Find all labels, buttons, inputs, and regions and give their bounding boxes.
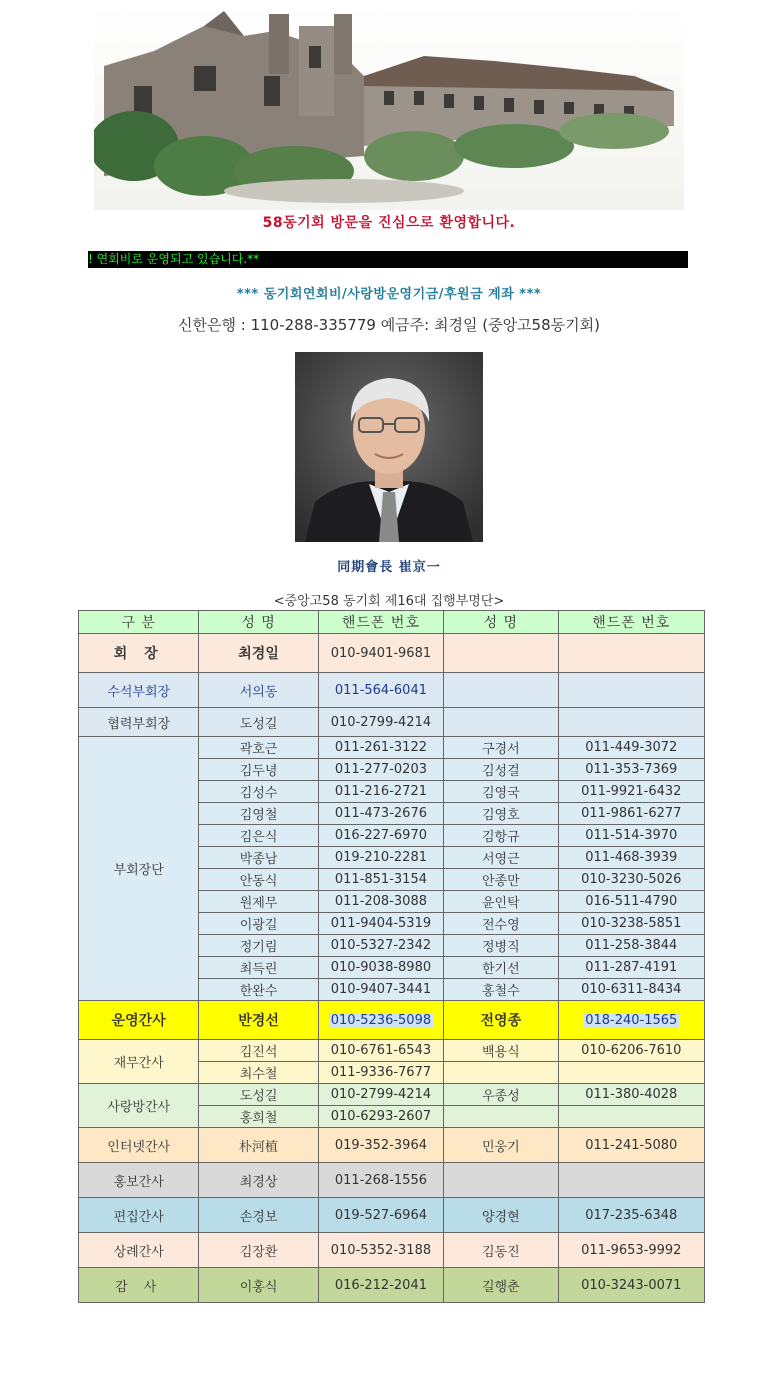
welcome-message: 58동기회 방문을 진심으로 환영합니다. xyxy=(262,215,516,231)
phone-cell: 011-9653-9992 xyxy=(559,1233,705,1267)
phone-cell: 011-9861-6277 xyxy=(559,803,705,824)
roster-title: <중앙고58 동기회 제16대 집행부명단> xyxy=(273,594,505,609)
phone-cell: 017-235-6348 xyxy=(559,1198,705,1232)
phone-cell: 010-9407-3441 xyxy=(319,979,443,1000)
name-cell: 이홍식 xyxy=(199,1268,317,1302)
phone-cell: 019-210-2281 xyxy=(319,847,443,868)
table-row-audit xyxy=(79,1268,704,1302)
name-cell: 양경현 xyxy=(444,1198,557,1232)
phone-cell: 011-449-3072 xyxy=(559,737,705,758)
empty-cell xyxy=(559,673,705,707)
phone-cell: 016-511-4790 xyxy=(559,891,705,912)
name-cell: 홍희철 xyxy=(199,1106,317,1127)
name-cell: 한기선 xyxy=(444,957,557,978)
phone-cell: 010-6293-2607 xyxy=(319,1106,443,1127)
bank-account-info: 신한은행 : 110-288-335779 예금주: 최경일 (중앙고58동기회) xyxy=(178,316,600,334)
phone-cell: 010-5352-3188 xyxy=(319,1233,443,1267)
phone-cell: 011-216-2721 xyxy=(319,781,443,802)
phone-cell: 010-9401-9681 xyxy=(319,634,443,672)
name-cell: 윤인탁 xyxy=(444,891,557,912)
name-cell: 김성수 xyxy=(199,781,317,802)
role-cell: 수석부회장 xyxy=(79,673,198,707)
name-cell: 손경보 xyxy=(199,1198,317,1232)
name-cell: 한완수 xyxy=(199,979,317,1000)
name-cell: 민웅기 xyxy=(444,1128,557,1162)
name-cell xyxy=(444,1163,557,1197)
phone-cell: 011-380-4028 xyxy=(559,1084,705,1105)
name-cell: 김두녕 xyxy=(199,759,317,780)
name-cell: 서의동 xyxy=(199,673,317,707)
header-phone-2: 핸드폰 번호 xyxy=(559,611,705,633)
chairman-portrait-photo xyxy=(295,352,483,542)
phone-cell xyxy=(559,1062,705,1083)
phone-cell xyxy=(319,1001,443,1039)
table-row-coop-vp xyxy=(79,708,704,736)
school-building-illustration xyxy=(94,6,684,210)
phone-cell xyxy=(559,1163,705,1197)
phone-cell xyxy=(559,1106,705,1127)
name-cell: 길행춘 xyxy=(444,1268,557,1302)
table-row-pr xyxy=(79,1163,704,1197)
name-cell: 김동진 xyxy=(444,1233,557,1267)
role-cell: 상례간사 xyxy=(79,1233,198,1267)
executive-roster-table xyxy=(78,610,705,1303)
highlighted-phone: 018-240-1565 xyxy=(585,1012,678,1028)
phone-cell: 011-208-3088 xyxy=(319,891,443,912)
name-cell xyxy=(444,1106,557,1127)
header-category: 구 분 xyxy=(79,611,198,633)
phone-cell: 011-277-0203 xyxy=(319,759,443,780)
highlighted-phone: 010-5236-5098 xyxy=(330,1012,432,1028)
name-cell: 반경선 xyxy=(199,1001,317,1039)
table-row-senior-vp xyxy=(79,673,704,707)
table-row-editor xyxy=(79,1198,704,1232)
phone-cell: 011-468-3939 xyxy=(559,847,705,868)
phone-cell: 011-9404-5319 xyxy=(319,913,443,934)
empty-cell xyxy=(444,673,557,707)
name-cell: 정기림 xyxy=(199,935,317,956)
phone-cell: 010-3243-0071 xyxy=(559,1268,705,1302)
phone-cell: 010-3230-5026 xyxy=(559,869,705,890)
phone-cell: 010-5327-2342 xyxy=(319,935,443,956)
name-cell: 최경상 xyxy=(199,1163,317,1197)
phone-cell: 010-9038-8980 xyxy=(319,957,443,978)
empty-cell xyxy=(559,708,705,736)
account-section-title: *** 동기회연회비/사랑방운영기금/후원금 계좌 *** xyxy=(236,287,542,302)
name-cell: 김은식 xyxy=(199,825,317,846)
phone-cell: 010-3238-5851 xyxy=(559,913,705,934)
table-row-operations xyxy=(79,1001,704,1039)
phone-cell: 016-227-6970 xyxy=(319,825,443,846)
table-row xyxy=(79,1084,704,1105)
table-row xyxy=(79,737,704,758)
header-name-1: 성 명 xyxy=(199,611,317,633)
name-cell: 홍철수 xyxy=(444,979,557,1000)
phone-cell: 011-241-5080 xyxy=(559,1128,705,1162)
name-cell: 백용식 xyxy=(444,1040,557,1061)
name-cell: 박종남 xyxy=(199,847,317,868)
name-cell: 곽호근 xyxy=(199,737,317,758)
name-cell: 김영철 xyxy=(199,803,317,824)
phone-cell: 010-2799-4214 xyxy=(319,1084,443,1105)
role-cell: 편집간사 xyxy=(79,1198,198,1232)
header-name-2: 성 명 xyxy=(444,611,557,633)
role-cell-lounge: 사랑방간사 xyxy=(79,1084,198,1127)
header-phone-1: 핸드폰 번호 xyxy=(319,611,443,633)
name-cell: 최득린 xyxy=(199,957,317,978)
phone-cell: 016-212-2041 xyxy=(319,1268,443,1302)
name-cell xyxy=(444,1062,557,1083)
name-cell: 朴河植 xyxy=(199,1128,317,1162)
role-cell: 협력부회장 xyxy=(79,708,198,736)
phone-cell: 011-353-7369 xyxy=(559,759,705,780)
name-cell: 최경일 xyxy=(199,634,317,672)
scrolling-notice: ! 연회비로 운영되고 있습니다.** xyxy=(88,251,688,268)
role-cell: 감 사 xyxy=(79,1268,198,1302)
name-cell: 김항규 xyxy=(444,825,557,846)
empty-cell xyxy=(559,634,705,672)
phone-cell: 011-514-3970 xyxy=(559,825,705,846)
phone-cell xyxy=(559,1001,705,1039)
phone-cell: 011-564-6041 xyxy=(319,673,443,707)
phone-cell: 019-352-3964 xyxy=(319,1128,443,1162)
phone-cell: 011-9921-6432 xyxy=(559,781,705,802)
name-cell: 도성길 xyxy=(199,1084,317,1105)
name-cell: 이광길 xyxy=(199,913,317,934)
phone-cell: 011-268-1556 xyxy=(319,1163,443,1197)
name-cell: 김진석 xyxy=(199,1040,317,1061)
name-cell: 안동식 xyxy=(199,869,317,890)
phone-cell: 010-2799-4214 xyxy=(319,708,443,736)
phone-cell: 011-473-2676 xyxy=(319,803,443,824)
name-cell: 구경서 xyxy=(444,737,557,758)
table-row-president xyxy=(79,634,704,672)
name-cell: 최수철 xyxy=(199,1062,317,1083)
phone-cell: 019-527-6964 xyxy=(319,1198,443,1232)
name-cell: 서영근 xyxy=(444,847,557,868)
name-cell: 전영종 xyxy=(444,1001,557,1039)
name-cell: 원제무 xyxy=(199,891,317,912)
role-cell-finance: 재무간사 xyxy=(79,1040,198,1083)
empty-cell xyxy=(444,708,557,736)
role-cell-vp-group: 부회장단 xyxy=(79,737,198,1000)
table-row xyxy=(79,1040,704,1061)
name-cell: 김영국 xyxy=(444,781,557,802)
table-row-internet xyxy=(79,1128,704,1162)
phone-cell: 011-9336-7677 xyxy=(319,1062,443,1083)
role-cell: 홍보간사 xyxy=(79,1163,198,1197)
phone-cell: 010-6761-6543 xyxy=(319,1040,443,1061)
phone-cell: 010-6311-8434 xyxy=(559,979,705,1000)
name-cell: 우종성 xyxy=(444,1084,557,1105)
name-cell: 김장환 xyxy=(199,1233,317,1267)
phone-cell: 011-261-3122 xyxy=(319,737,443,758)
phone-cell: 011-851-3154 xyxy=(319,869,443,890)
role-cell: 운영간사 xyxy=(79,1001,198,1039)
name-cell: 김성걸 xyxy=(444,759,557,780)
table-header-row xyxy=(79,611,704,633)
phone-cell: 011-258-3844 xyxy=(559,935,705,956)
name-cell: 김영호 xyxy=(444,803,557,824)
name-cell: 전수영 xyxy=(444,913,557,934)
name-cell: 도성길 xyxy=(199,708,317,736)
table-row-ceremony xyxy=(79,1233,704,1267)
name-cell: 안종만 xyxy=(444,869,557,890)
empty-cell xyxy=(444,634,557,672)
phone-cell: 011-287-4191 xyxy=(559,957,705,978)
role-cell: 인터넷간사 xyxy=(79,1128,198,1162)
name-cell: 정병직 xyxy=(444,935,557,956)
role-cell: 회 장 xyxy=(79,634,198,672)
phone-cell: 010-6206-7610 xyxy=(559,1040,705,1061)
chairman-caption: 同期會長 崔京一 xyxy=(337,560,441,575)
